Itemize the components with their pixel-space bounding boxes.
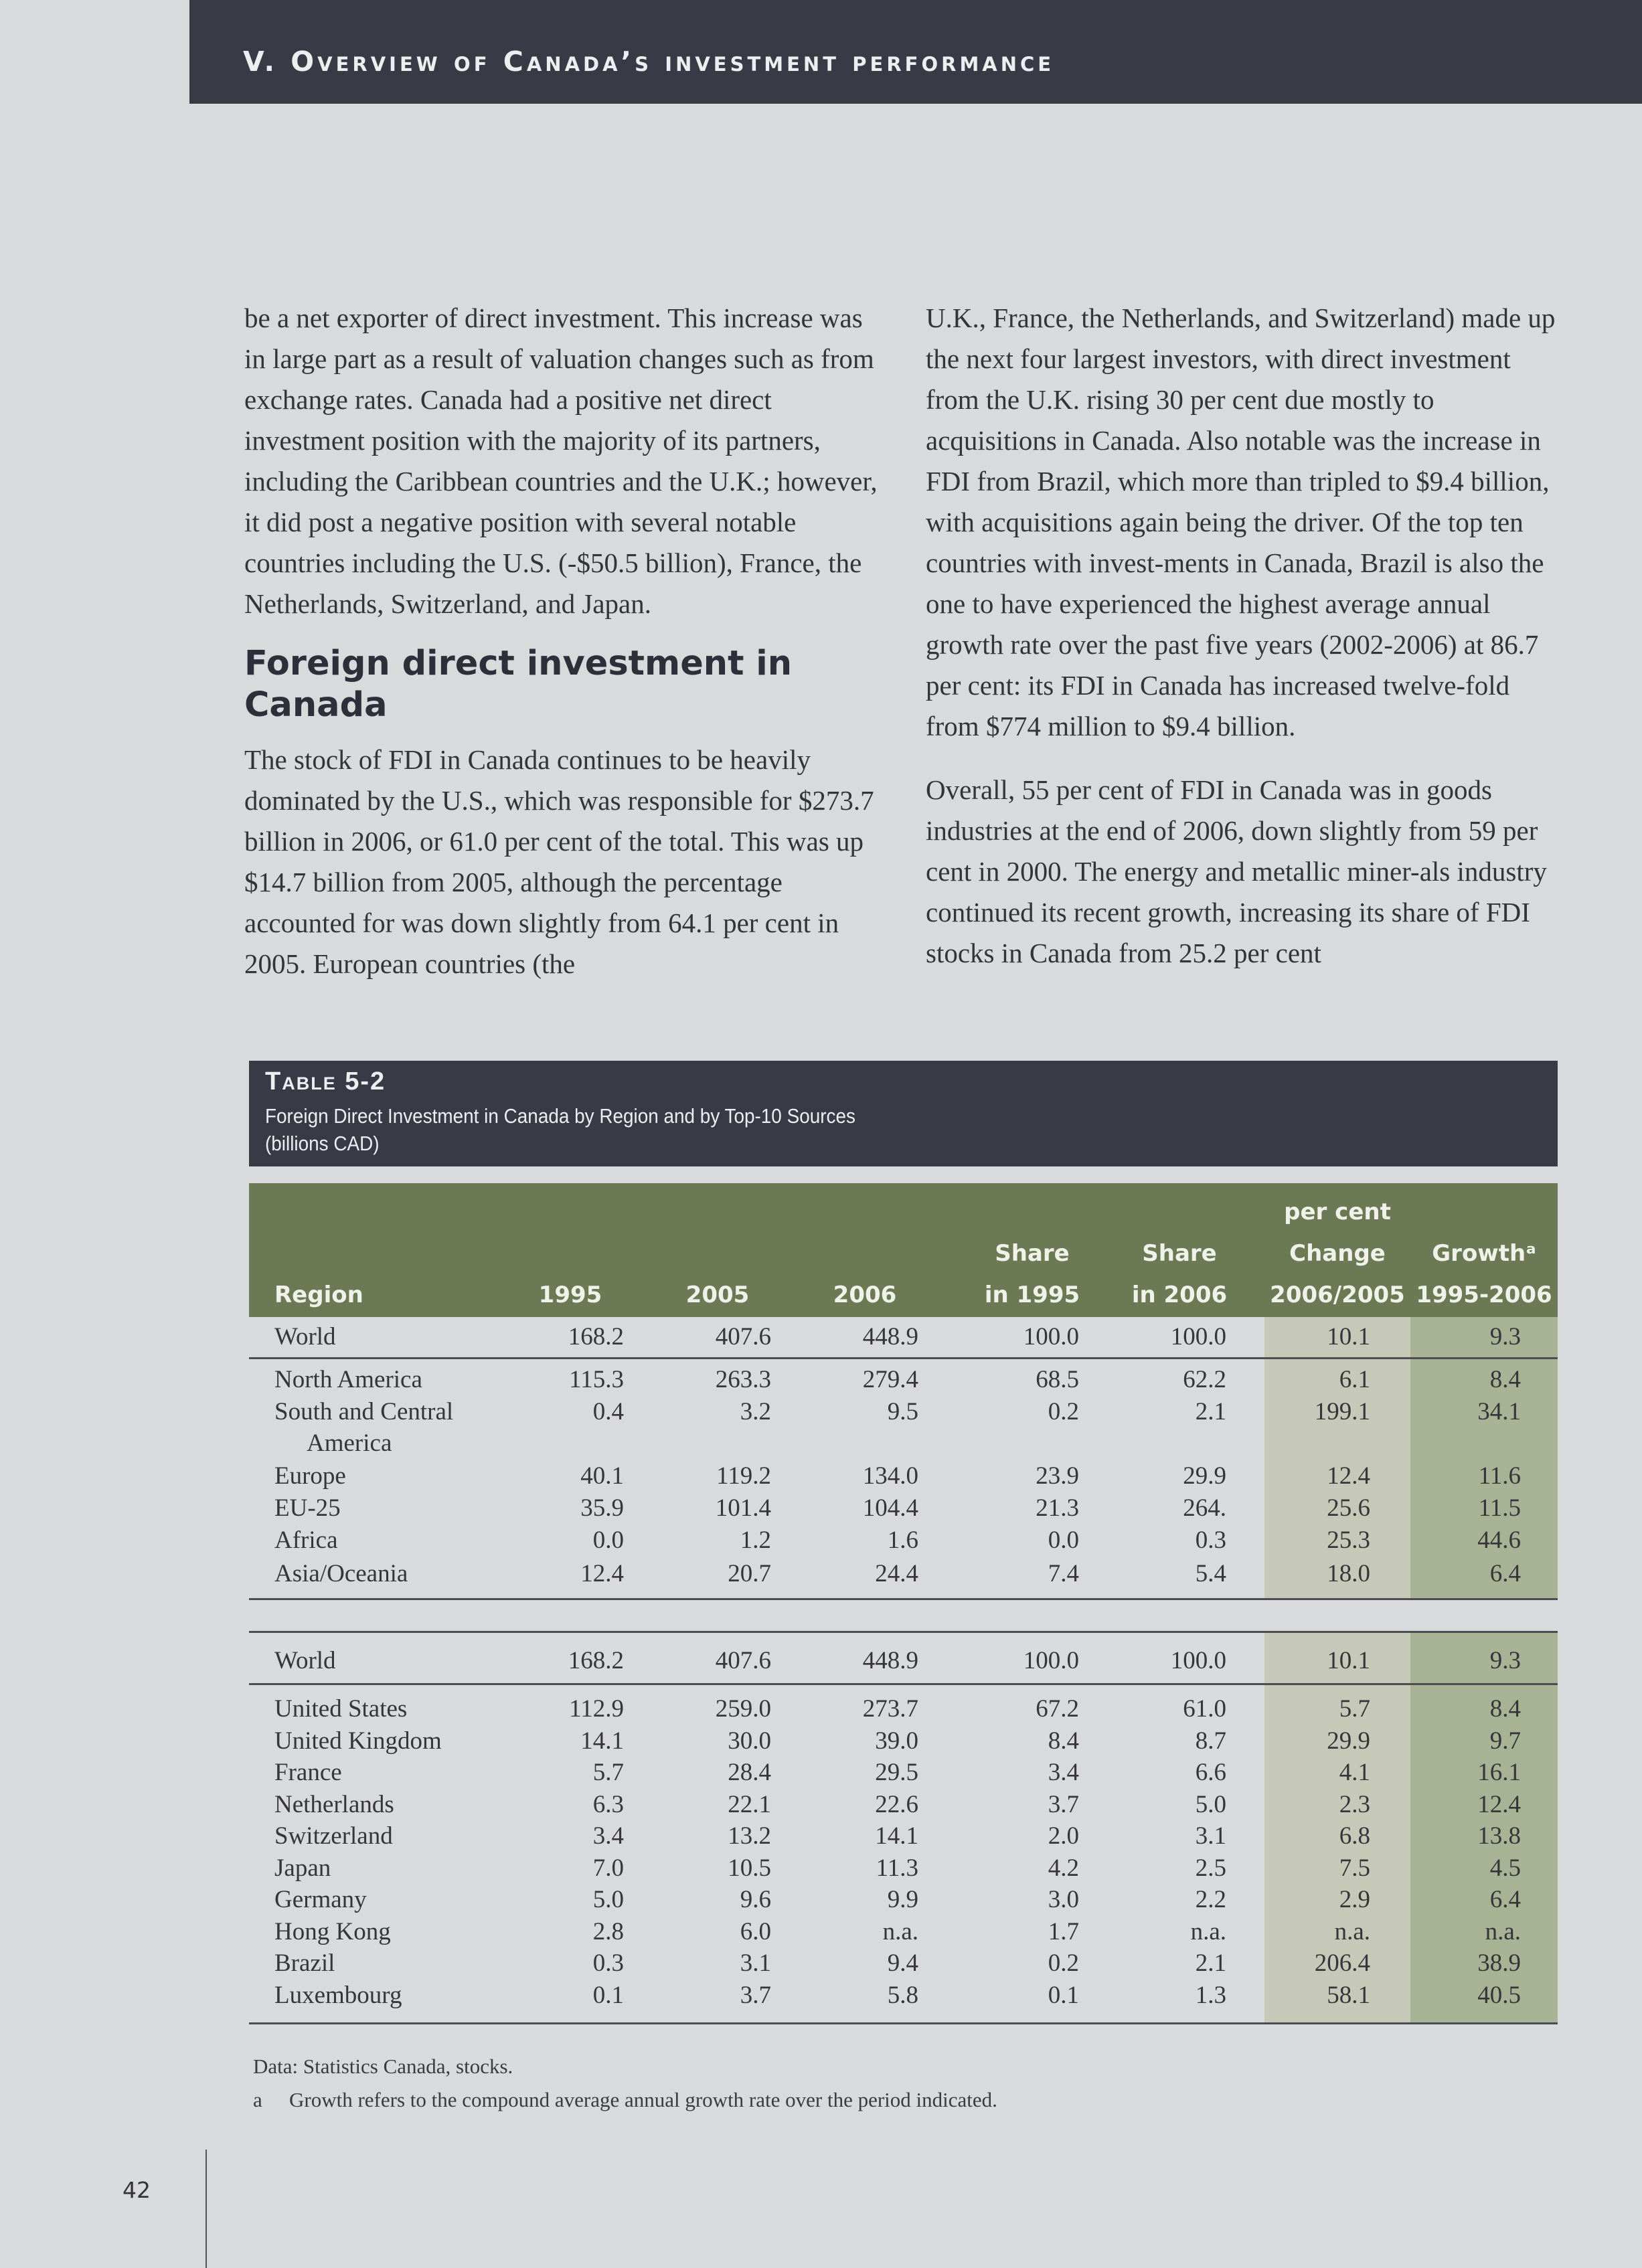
table-cell: 11.5: [1478, 1494, 1521, 1522]
table-cell: 12.4: [1477, 1790, 1521, 1818]
table-cell: 1.6: [887, 1526, 918, 1554]
table-cell: 2.9: [1339, 1886, 1370, 1913]
header-share-1995-a: Share: [995, 1240, 1070, 1267]
table-cell: 134.0: [862, 1462, 918, 1490]
table-cell: 3.4: [1048, 1759, 1079, 1786]
table-cell: 100.0: [1023, 1323, 1079, 1350]
table-cell: 10.1: [1327, 1323, 1370, 1350]
table-cell: 2.1: [1195, 1398, 1226, 1425]
table-cell: 2.1: [1195, 1949, 1226, 1977]
table-cell: 2.0: [1048, 1822, 1079, 1850]
table-cell: 168.2: [568, 1647, 624, 1674]
table-cell: n.a.: [882, 1917, 918, 1945]
table-bottom-rule: [249, 2022, 1558, 2024]
table-cell: 8.4: [1489, 1366, 1521, 1393]
table-cell: 2.8: [592, 1917, 624, 1945]
table-cell: 44.6: [1477, 1526, 1521, 1554]
row-label: United Kingdom: [274, 1727, 442, 1755]
row-label: Netherlands: [274, 1790, 394, 1818]
table-cell: 22.1: [728, 1790, 771, 1818]
chapter-title: V. Overview of Canada’s investment performance: [243, 46, 1055, 78]
region-world-rule: [249, 1357, 1558, 1359]
table-cell: 279.4: [862, 1366, 918, 1393]
table-cell: 4.2: [1048, 1854, 1079, 1882]
table-row: [249, 1758, 1558, 1790]
table-cell: 5.0: [592, 1886, 624, 1913]
table-cell: 25.6: [1327, 1494, 1370, 1522]
table-cell: 3.4: [592, 1822, 624, 1850]
table-cell: 9.3: [1489, 1647, 1521, 1674]
table-row: [249, 1981, 1558, 2012]
table-cell: 11.6: [1478, 1462, 1521, 1490]
row-label: North America: [274, 1366, 422, 1393]
table-row: [249, 1397, 1558, 1429]
table-cell: 199.1: [1314, 1398, 1370, 1425]
table-cell: 8.4: [1048, 1727, 1079, 1755]
table-cell: 8.4: [1489, 1695, 1521, 1723]
table-cell: 1.3: [1195, 1981, 1226, 2009]
table-row: [249, 1854, 1558, 1885]
table-cell: 0.0: [592, 1526, 624, 1554]
table-row: [249, 1494, 1558, 1525]
table-cell: 22.6: [875, 1790, 918, 1818]
table-cell: 38.9: [1477, 1949, 1521, 1977]
header-region: Region: [274, 1282, 363, 1308]
header-share-2006-b: in 2006: [1131, 1282, 1228, 1308]
table-title-line-1: Foreign Direct Investment in Canada by Region and by Top-10 Sources: [265, 1104, 855, 1128]
header-change-b: 2006/2005: [1270, 1282, 1405, 1308]
left-paragraph-2: The stock of FDI in Canada continues to be heavily dominated by the U.S., which was responsible for $273.7 billion in 2006, or 61.0 per cent of the total. This was up $14.7 billion from 2005, although the percentage accounted for was down slightly from 64.1 per cent in 2005. European countries (the: [244, 744, 874, 979]
table-cell: 7.4: [1048, 1560, 1079, 1587]
table-cell: 25.3: [1327, 1526, 1370, 1554]
table-cell: 23.9: [1036, 1462, 1079, 1490]
row-label: Asia/Oceania: [274, 1560, 408, 1587]
table-cell: 28.4: [728, 1759, 771, 1786]
table-cell: 6.4: [1489, 1560, 1521, 1587]
table-header: [249, 1183, 1558, 1317]
table-cell: 9.6: [740, 1886, 771, 1913]
table-cell: 9.7: [1489, 1727, 1521, 1755]
table-cell: 34.1: [1477, 1398, 1521, 1425]
left-column: [244, 298, 880, 984]
table-cell: 5.7: [1339, 1695, 1370, 1723]
row-label: America: [307, 1429, 392, 1457]
table-cell: 9.3: [1489, 1323, 1521, 1350]
table-cell: 5.7: [592, 1759, 624, 1786]
table-cell: 24.4: [875, 1560, 918, 1587]
table-cell: 61.0: [1183, 1695, 1226, 1723]
region-section-bottom-rule: [249, 1598, 1558, 1600]
header-2005: 2005: [685, 1282, 750, 1308]
table-cell: 2.3: [1339, 1790, 1370, 1818]
table-cell: n.a.: [1190, 1917, 1226, 1945]
table-cell: 9.4: [887, 1949, 918, 1977]
row-label: Switzerland: [274, 1822, 393, 1850]
table-cell: 39.0: [875, 1727, 918, 1755]
table-cell: 6.3: [592, 1790, 624, 1818]
table-cell: 58.1: [1327, 1981, 1370, 2009]
table-label: Table 5-2: [265, 1067, 386, 1096]
row-label: EU-25: [274, 1494, 341, 1522]
table-cell: 13.2: [728, 1822, 771, 1850]
table-cell: 6.6: [1195, 1759, 1226, 1786]
row-label: Europe: [274, 1462, 346, 1490]
table-cell: 29.5: [875, 1759, 918, 1786]
table-cell: 100.0: [1170, 1647, 1226, 1674]
table-cell: 10.1: [1327, 1647, 1370, 1674]
row-label: France: [274, 1759, 342, 1786]
right-paragraph-2: Overall, 55 per cent of FDI in Canada was in goods industries at the end of 2006, down slightly from 59 per cent in 2000. The energy and metallic miner-als industry continued its recent growth, increasing its share of FDI stocks in Canada from 25.2 per cent: [926, 774, 1547, 968]
page-divider: [206, 2150, 207, 2268]
table-cell: 35.9: [580, 1494, 624, 1522]
table-cell: 16.1: [1477, 1759, 1521, 1786]
chapter-header-bar: [189, 0, 1642, 104]
table-title: [265, 1102, 855, 1157]
table-cell: 67.2: [1036, 1695, 1079, 1723]
table-cell: 12.4: [580, 1560, 624, 1587]
table-row: [249, 1526, 1558, 1557]
table-cell: 3.1: [740, 1949, 771, 1977]
table-cell: 7.5: [1339, 1854, 1370, 1882]
table-cell: 14.1: [875, 1822, 918, 1850]
table-cell: 0.4: [592, 1398, 624, 1425]
table-cell: 6.0: [740, 1917, 771, 1945]
table-cell: 8.7: [1195, 1727, 1226, 1755]
table-cell: 13.8: [1477, 1822, 1521, 1850]
footnote-marker: a: [253, 2088, 262, 2111]
table-row: [249, 1462, 1558, 1493]
table-row: [249, 1365, 1558, 1397]
table-cell: 448.9: [862, 1323, 918, 1350]
table-cell: 119.2: [716, 1462, 771, 1490]
table-cell: 1.7: [1048, 1917, 1079, 1945]
table-cell: 2.2: [1195, 1886, 1226, 1913]
footnote: Growth refers to the compound average annual growth rate over the period indicated.: [289, 2088, 997, 2111]
table-cell: 5.4: [1195, 1560, 1226, 1587]
table-cell: 20.7: [728, 1560, 771, 1587]
table-row: [249, 1917, 1558, 1949]
table-cell: 12.4: [1327, 1462, 1370, 1490]
table-cell: 6.1: [1339, 1366, 1370, 1393]
row-label: Luxembourg: [274, 1981, 402, 2009]
section-heading: Foreign direct investment in Canada: [244, 644, 793, 725]
table-row: [249, 1429, 1558, 1460]
table-cell: 3.1: [1195, 1822, 1226, 1850]
table-row: [249, 1822, 1558, 1853]
row-label: World: [274, 1323, 336, 1350]
table-cell: 0.1: [1048, 1981, 1079, 2009]
header-2006: 2006: [833, 1282, 897, 1308]
header-share-2006-a: Share: [1142, 1240, 1217, 1267]
table-cell: 10.5: [728, 1854, 771, 1882]
table-cell: 3.0: [1048, 1886, 1079, 1913]
row-label: Germany: [274, 1886, 367, 1913]
table-title-line-2: (billions CAD): [265, 1132, 380, 1155]
table-cell: 40.1: [580, 1462, 624, 1490]
table-cell: 6.4: [1489, 1886, 1521, 1913]
table-cell: 3.2: [740, 1398, 771, 1425]
table-cell: 4.1: [1339, 1759, 1370, 1786]
table-cell: 21.3: [1036, 1494, 1079, 1522]
table-cell: 3.7: [740, 1981, 771, 2009]
right-column: [926, 298, 1562, 974]
row-label: United States: [274, 1695, 408, 1723]
table-cell: 0.2: [1048, 1398, 1079, 1425]
table-cell: 3.7: [1048, 1790, 1079, 1818]
table-cell: 100.0: [1170, 1323, 1226, 1350]
table-cell: 29.9: [1183, 1462, 1226, 1490]
table-cell: 104.4: [862, 1494, 918, 1522]
table-cell: 4.5: [1489, 1854, 1521, 1882]
table-cell: n.a.: [1334, 1917, 1370, 1945]
table-row: [249, 1885, 1558, 1917]
row-label: World: [274, 1647, 336, 1674]
table-cell: 6.8: [1339, 1822, 1370, 1850]
header-growth-b: 1995-2006: [1416, 1282, 1552, 1308]
table-cell: 30.0: [728, 1727, 771, 1755]
row-label: Brazil: [274, 1949, 335, 1977]
right-paragraph-1: U.K., France, the Netherlands, and Switzerland) made up the next four largest investors, with direct investment from the U.K. rising 30 per cent due mostly to acquisitions in Canada. Also notable was the increase in FDI from Brazil, which more than tripled to $9.4 billion, with acquisitions again being the driver. Of the top ten countries with invest-ments in Canada, Brazil is also the one to have experienced the highest average annual growth rate over the past five years (2002-2006) at 86.7 per cent: its FDI in Canada has increased twelve-fold from $774 million to $9.4 billion.: [926, 302, 1556, 742]
country-world-rule: [249, 1683, 1558, 1685]
table-row: [249, 1322, 1558, 1354]
table-cell: 273.7: [862, 1695, 918, 1723]
table-cell: 5.0: [1195, 1790, 1226, 1818]
left-paragraph-1: be a net exporter of direct investment. This increase was in large part as a result of valuation changes such as from exchange rates. Canada had a positive net direct investment position with the majority of its partners, including the Caribbean countries and the U.K.; however, it did post a negative position with several notable countries including the U.S. (-$50.5 billion), France, the Netherlands, Switzerland, and Japan.: [244, 302, 878, 619]
table-cell: 1.2: [740, 1526, 771, 1554]
table-cell: 14.1: [580, 1727, 624, 1755]
table-cell: 40.5: [1477, 1981, 1521, 2009]
table-cell: 264.: [1183, 1494, 1226, 1522]
table-cell: 11.3: [876, 1854, 918, 1882]
table-cell: 407.6: [715, 1323, 771, 1350]
table-row: [249, 1559, 1558, 1591]
header-1995: 1995: [538, 1282, 602, 1308]
source-note: Data: Statistics Canada, stocks.: [253, 2055, 513, 2078]
table-cell: 2.5: [1195, 1854, 1226, 1882]
table-cell: 259.0: [715, 1695, 771, 1723]
table-cell: 29.9: [1327, 1727, 1370, 1755]
table-cell: 5.8: [887, 1981, 918, 2009]
table-cell: 101.4: [715, 1494, 771, 1522]
table-cell: 206.4: [1314, 1949, 1370, 1977]
table-cell: 18.0: [1327, 1560, 1370, 1587]
table-cell: 9.9: [887, 1886, 918, 1913]
row-label: Africa: [274, 1526, 338, 1554]
header-change-a: Change: [1289, 1240, 1386, 1267]
row-label: South and Central: [274, 1398, 454, 1425]
table-row: [249, 1790, 1558, 1822]
header-per-cent: per cent: [1284, 1199, 1391, 1225]
row-label: Japan: [274, 1854, 331, 1882]
table-row: [249, 1646, 1558, 1678]
table-cell: 115.3: [569, 1366, 624, 1393]
table-row: [249, 1949, 1558, 1980]
page-number: 42: [122, 2177, 151, 2203]
header-share-1995-b: in 1995: [984, 1282, 1080, 1308]
header-growth-a: Growthᵃ: [1432, 1240, 1536, 1267]
table-cell: 407.6: [715, 1647, 771, 1674]
table-cell: n.a.: [1485, 1917, 1521, 1945]
table-cell: 100.0: [1023, 1647, 1079, 1674]
row-label: Hong Kong: [274, 1917, 391, 1945]
table-cell: 112.9: [569, 1695, 624, 1723]
table-cell: 62.2: [1183, 1366, 1226, 1393]
table-cell: 168.2: [568, 1323, 624, 1350]
table-cell: 263.3: [715, 1366, 771, 1393]
table-cell: 0.3: [1195, 1526, 1226, 1554]
table-cell: 0.0: [1048, 1526, 1079, 1554]
table-cell: 9.5: [887, 1398, 918, 1425]
table-cell: 0.1: [592, 1981, 624, 2009]
table-row: [249, 1694, 1558, 1726]
table-banner: [249, 1061, 1558, 1166]
table-cell: 0.3: [592, 1949, 624, 1977]
table-cell: 68.5: [1036, 1366, 1079, 1393]
table-cell: 0.2: [1048, 1949, 1079, 1977]
table-cell: 7.0: [592, 1854, 624, 1882]
table-row: [249, 1727, 1558, 1758]
table-cell: 448.9: [862, 1647, 918, 1674]
